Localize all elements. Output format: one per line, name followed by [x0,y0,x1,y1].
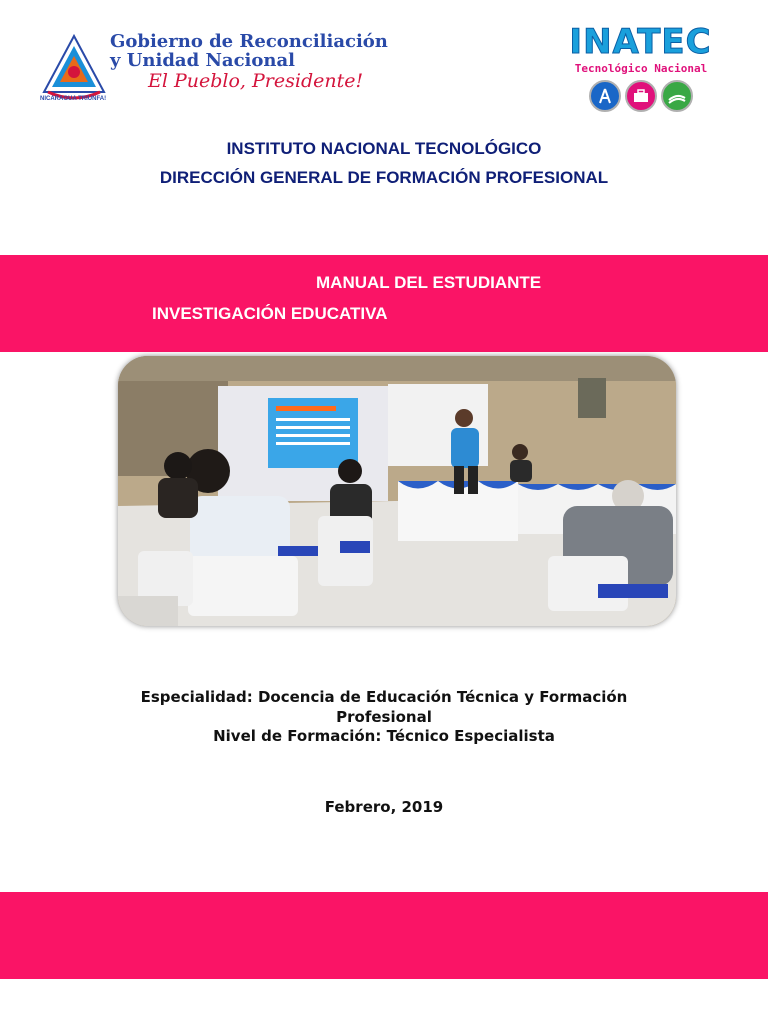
inatec-icon-row [588,80,693,118]
government-name-line1: Gobierno de Reconciliación [110,31,388,52]
inatec-subtitle: Tecnológico Nacional [574,62,708,75]
inatec-logo [558,22,723,122]
specialty-line2: Profesional [336,708,432,726]
government-name-line2: y Unidad Nacional [110,50,295,71]
footer-band [0,892,768,979]
nicaragua-emblem-icon [38,32,110,104]
field-icon [661,80,693,112]
emblem-caption: NICARAGUA TRIUNFA! [40,96,107,102]
government-motto: El Pueblo, Presidente! [148,70,364,92]
subject-title: INVESTIGACIÓN EDUCATIVA [152,304,388,323]
classroom-photo [118,356,676,626]
institution-name: INSTITUTO NACIONAL TECNOLÓGICO [226,139,542,158]
specialty-line1: Especialidad: Docencia de Educación Técnica y Formación [140,688,628,706]
directorate-name: DIRECCIÓN GENERAL DE FORMACIÓN PROFESIONAL [159,168,609,187]
briefcase-icon [625,80,657,112]
manual-title: MANUAL DEL ESTUDIANTE [316,273,542,292]
government-logo [38,26,388,106]
inatec-title: INATEC [569,22,712,62]
publication-date: Febrero, 2019 [324,798,444,816]
training-level: Nivel de Formación: Técnico Especialista [213,727,555,745]
compass-icon [589,80,621,112]
